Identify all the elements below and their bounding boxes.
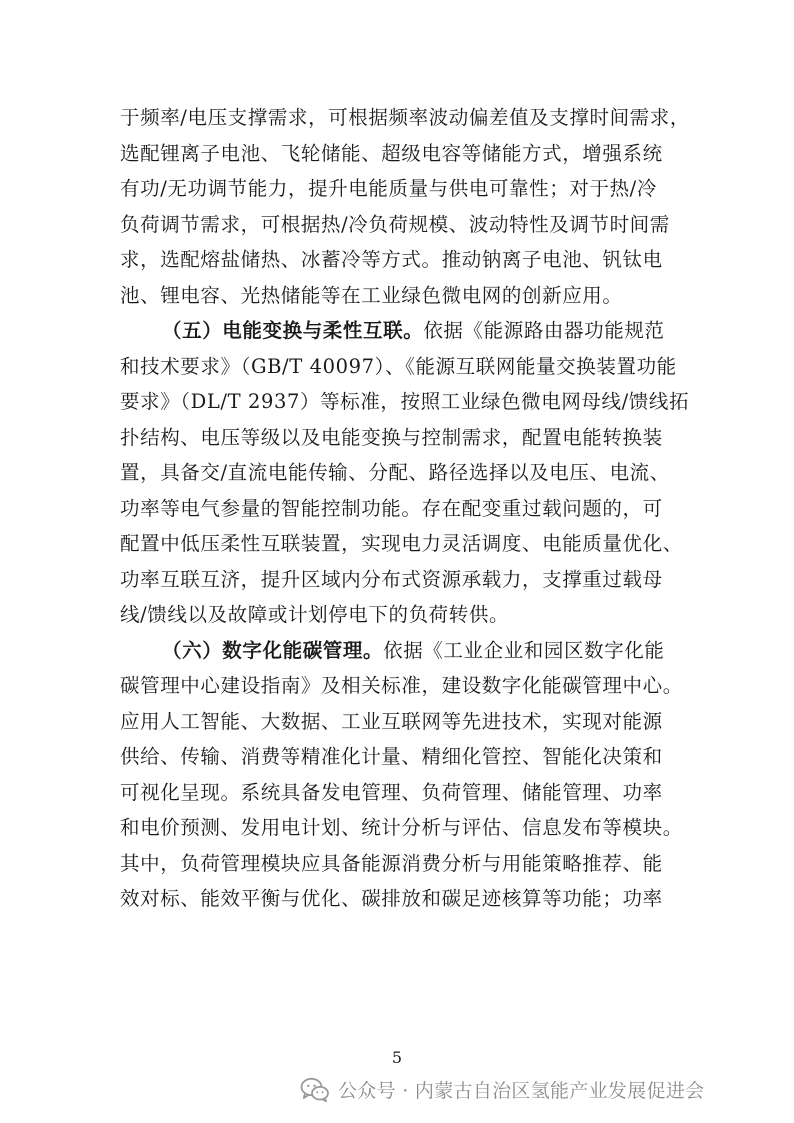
text-line-6: 池、锂电容、光热储能等在工业绿色微电网的创新应用。 xyxy=(120,283,623,307)
page-number: 5 xyxy=(391,1048,403,1067)
text-line-10: 扑结构、电压等级以及电能变换与控制需求，配置电能转换装 xyxy=(120,425,663,449)
wechat-icon xyxy=(300,1077,330,1103)
text-line-17: 碳管理中心建设指南》及相关标准，建设数字化能碳管理中心。 xyxy=(120,674,683,697)
text-line-5: 求，选配熔盐储热、冰蓄冷等方式。推动钠离子电池、钒钛电 xyxy=(120,248,663,271)
text-line-12: 功率等电气参量的智能控制功能。存在配变重过载问题的，可 xyxy=(120,496,663,520)
text-line-18: 应用人工智能、大数据、工业互联网等先进技术，实现对能源 xyxy=(120,709,663,733)
text-line-20: 可视化呈现。系统具备发电管理、负荷管理、储能管理、功率 xyxy=(120,780,663,804)
text-line-22: 其中，负荷管理模块应具备能源消费分析与用能策略推荐、能 xyxy=(120,851,663,875)
text-line-1: 于频率/电压支撑需求，可根据频率波动偏差值及支撑时间需求， xyxy=(120,106,690,129)
text-line-9: 要求》（DL/T 2937）等标准，按照工业绿色微电网母线/馈线拓 xyxy=(120,390,690,413)
text-line-2: 选配锂离子电池、飞轮储能、超级电容等储能方式，增强系统 xyxy=(120,141,663,165)
text-line-15: 线/馈线以及故障或计划停电下的负荷转供。 xyxy=(120,603,510,626)
section-5-heading: （五）电能变换与柔性互联。 xyxy=(162,319,424,342)
wechat-watermark xyxy=(300,1076,704,1103)
text-line-14: 功率互联互济，提升区域内分布式资源承载力，支撑重过载母 xyxy=(120,567,663,591)
section-6-lead-text: 依据《工业企业和园区数字化能 xyxy=(383,638,665,662)
section-6-paragraph-start xyxy=(120,633,685,669)
text-line-21: 和电价预测、发用电计划、统计分析与评估、信息发布等模块。 xyxy=(120,816,683,839)
body-text xyxy=(120,100,690,917)
section-5-lead-text: 依据《能源路由器功能规范 xyxy=(423,319,665,342)
text-line-13: 配置中低压柔性互联装置，实现电力灵活调度、电能质量优化、 xyxy=(120,532,683,555)
text-line-11: 置，具备交/直流电能传输、分配、路径选择以及电压、电流、 xyxy=(120,461,670,484)
text-line-23: 效对标、能效平衡与优化、碳排放和碳足迹核算等功能；功率 xyxy=(120,887,663,910)
section-5-paragraph-start xyxy=(120,313,685,349)
watermark-text: 公众号 · 内蒙古自治区氢能产业发展促进会 xyxy=(338,1080,705,1102)
text-line-3: 有功/无功调节能力，提升电能质量与供电可靠性；对于热/冷 xyxy=(120,177,657,200)
text-line-8: 和技术要求》（GB/T 40097）、《能源互联网能量交换装置功能 xyxy=(120,354,677,378)
section-6-heading: （六）数字化能碳管理。 xyxy=(162,638,384,662)
text-line-4: 负荷调节需求，可根据热/冷负荷规模、波动特性及调节时间需 xyxy=(120,212,670,236)
text-line-19: 供给、传输、消费等精准化计量、精细化管控、智能化决策和 xyxy=(120,745,663,768)
